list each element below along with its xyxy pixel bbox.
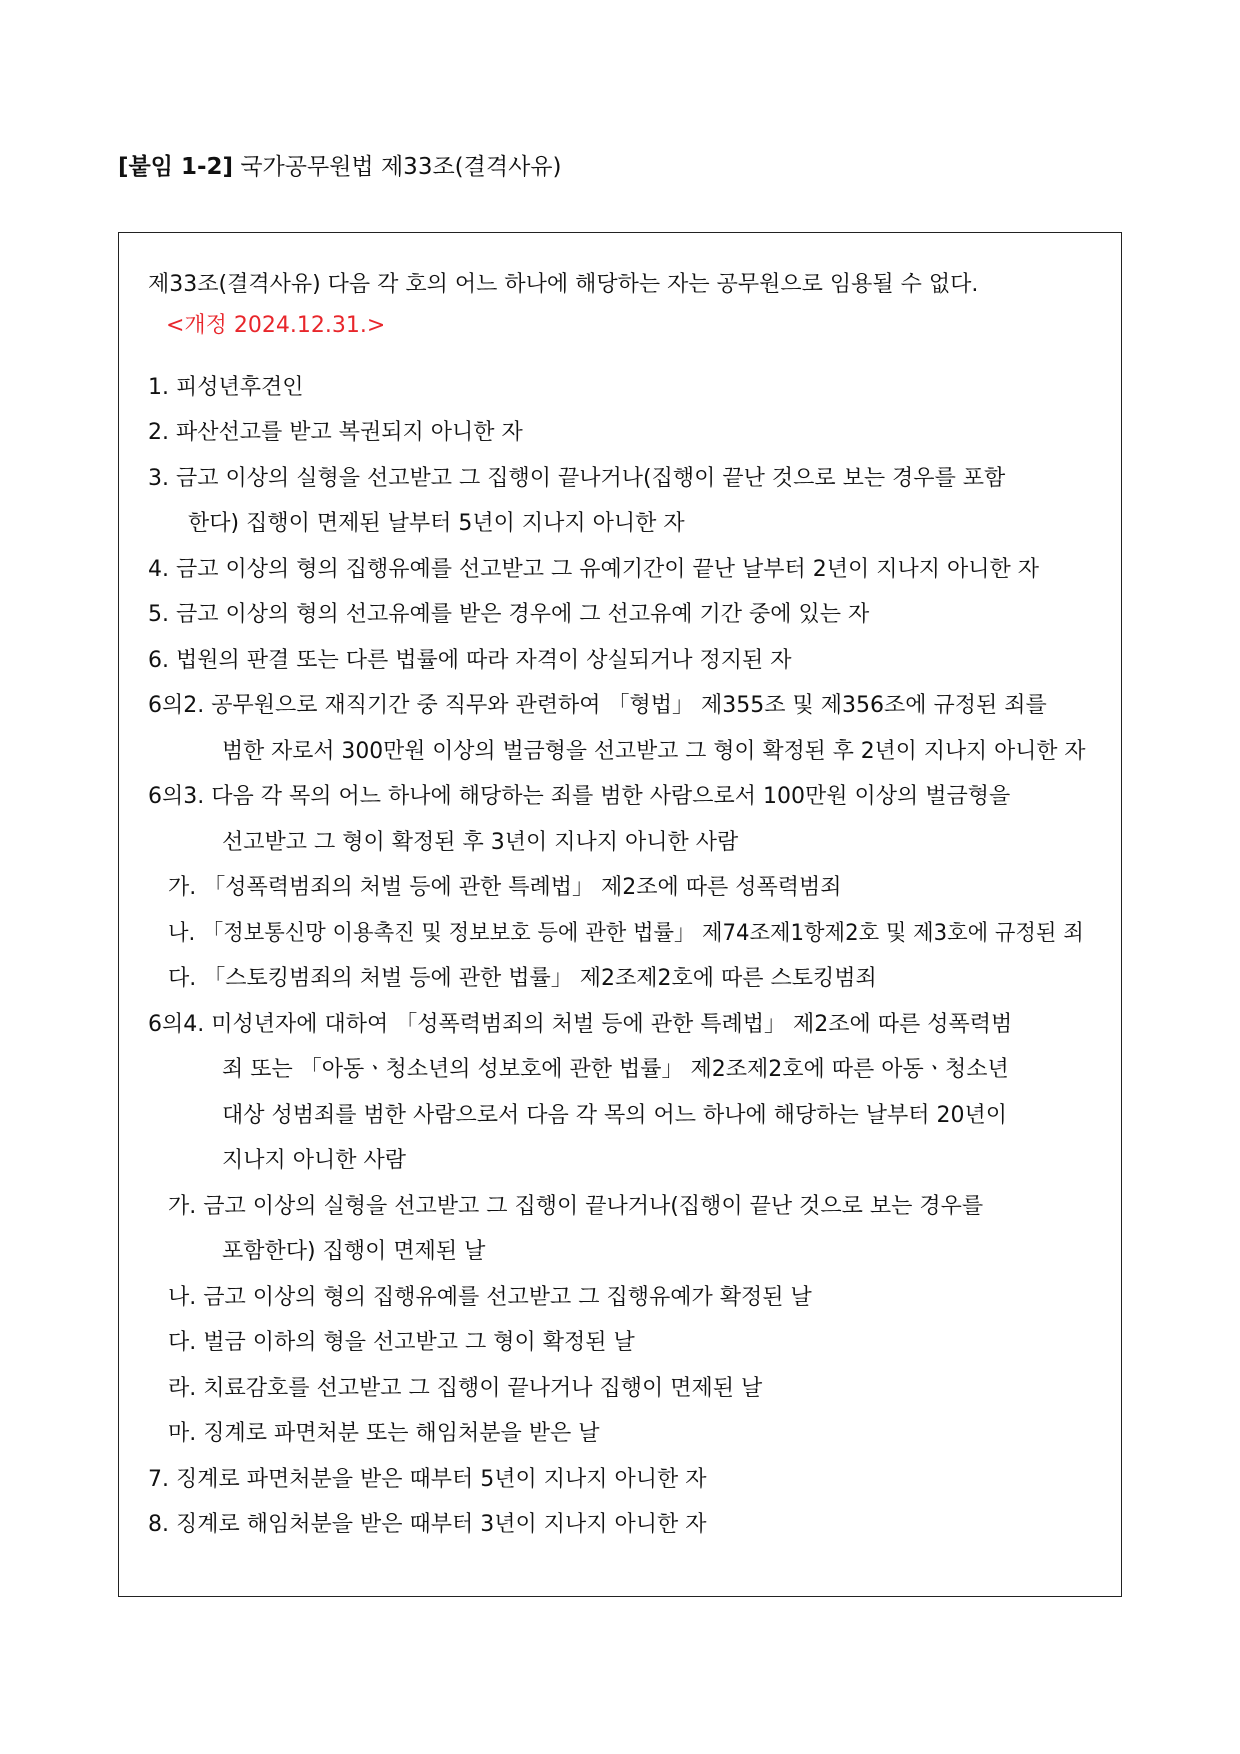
item-1: 1. 피성년후견인 xyxy=(148,375,304,400)
item-6-4-ma: 마. 징계로 파면처분 또는 해임처분을 받은 날 xyxy=(168,1421,600,1446)
item-6-4-line-4: 지나지 아니한 사람 xyxy=(222,1148,407,1173)
item-6-2-line-1: 6의2. 공무원으로 재직기간 중 직무와 관련하여 「형법」 제355조 및 제356조에 규정된 죄를 xyxy=(148,693,1047,718)
item-6-4-line-3: 대상 성범죄를 범한 사람으로서 다음 각 목의 어느 하나에 해당하는 날부터 20년이 xyxy=(222,1103,1007,1128)
item-6-4-na: 나. 금고 이상의 형의 집행유예를 선고받고 그 집행유예가 확정된 날 xyxy=(168,1285,812,1310)
item-6-4-ra: 라. 치료감호를 선고받고 그 집행이 끝나거나 집행이 면제된 날 xyxy=(168,1376,763,1401)
item-3-line-2: 한다) 집행이 면제된 날부터 5년이 지나지 아니한 자 xyxy=(188,511,685,536)
item-6-4-ga-line-1: 가. 금고 이상의 실형을 선고받고 그 집행이 끝나거나(집행이 끝난 것으로 보는 경우를 xyxy=(168,1194,984,1219)
item-6-4-da: 다. 벌금 이하의 형을 선고받고 그 형이 확정된 날 xyxy=(168,1330,635,1355)
attachment-tag: [붙임 1-2] xyxy=(118,154,234,180)
amendment-note: <개정 2024.12.31.> xyxy=(166,313,386,338)
item-6-2-line-2: 범한 자로서 300만원 이상의 벌금형을 선고받고 그 형이 확정된 후 2년이 지나지 아니한 자 xyxy=(222,739,1086,764)
item-4: 4. 금고 이상의 형의 집행유예를 선고받고 그 유예기간이 끝난 날부터 2년이 지나지 아니한 자 xyxy=(148,557,1039,582)
item-6-4-line-2: 죄 또는 「아동ㆍ청소년의 성보호에 관한 법률」 제2조제2호에 따른 아동ㆍ청소년 xyxy=(222,1057,1009,1082)
item-6-3-line-1: 6의3. 다음 각 목의 어느 하나에 해당하는 죄를 범한 사람으로서 100만원 이상의 벌금형을 xyxy=(148,784,1011,809)
item-6-3-na: 나. 「정보통신망 이용촉진 및 정보보호 등에 관한 법률」 제74조제1항제2호 및 제3호에 규정된 죄 xyxy=(168,921,1084,946)
item-6-3-line-2: 선고받고 그 형이 확정된 후 3년이 지나지 아니한 사람 xyxy=(222,830,739,855)
item-7: 7. 징계로 파면처분을 받은 때부터 5년이 지나지 아니한 자 xyxy=(148,1467,707,1492)
document-title xyxy=(118,152,561,182)
item-6: 6. 법원의 판결 또는 다른 법률에 따라 자격이 상실되거나 정지된 자 xyxy=(148,648,792,673)
item-5: 5. 금고 이상의 형의 선고유예를 받은 경우에 그 선고유예 기간 중에 있는 자 xyxy=(148,602,870,627)
item-6-3-ga: 가. 「성폭력범죄의 처벌 등에 관한 특례법」 제2조에 따른 성폭력범죄 xyxy=(168,875,842,900)
article-heading: 제33조(결격사유) 다음 각 호의 어느 하나에 해당하는 자는 공무원으로 임용될 수 없다. xyxy=(148,272,979,297)
item-8: 8. 징계로 해임처분을 받은 때부터 3년이 지나지 아니한 자 xyxy=(148,1512,707,1537)
item-6-4-line-1: 6의4. 미성년자에 대하여 「성폭력범죄의 처벌 등에 관한 특례법」 제2조에 따른 성폭력범 xyxy=(148,1012,1013,1037)
item-6-3-da: 다. 「스토킹범죄의 처벌 등에 관한 법률」 제2조제2호에 따른 스토킹범죄 xyxy=(168,966,877,991)
item-2: 2. 파산선고를 받고 복권되지 아니한 자 xyxy=(148,420,523,445)
item-6-4-ga-line-2: 포함한다) 집행이 면제된 날 xyxy=(222,1239,486,1264)
title-text: 국가공무원법 제33조(결격사유) xyxy=(240,154,562,180)
item-3-line-1: 3. 금고 이상의 실형을 선고받고 그 집행이 끝나거나(집행이 끝난 것으로 보는 경우를 포함 xyxy=(148,466,1006,491)
